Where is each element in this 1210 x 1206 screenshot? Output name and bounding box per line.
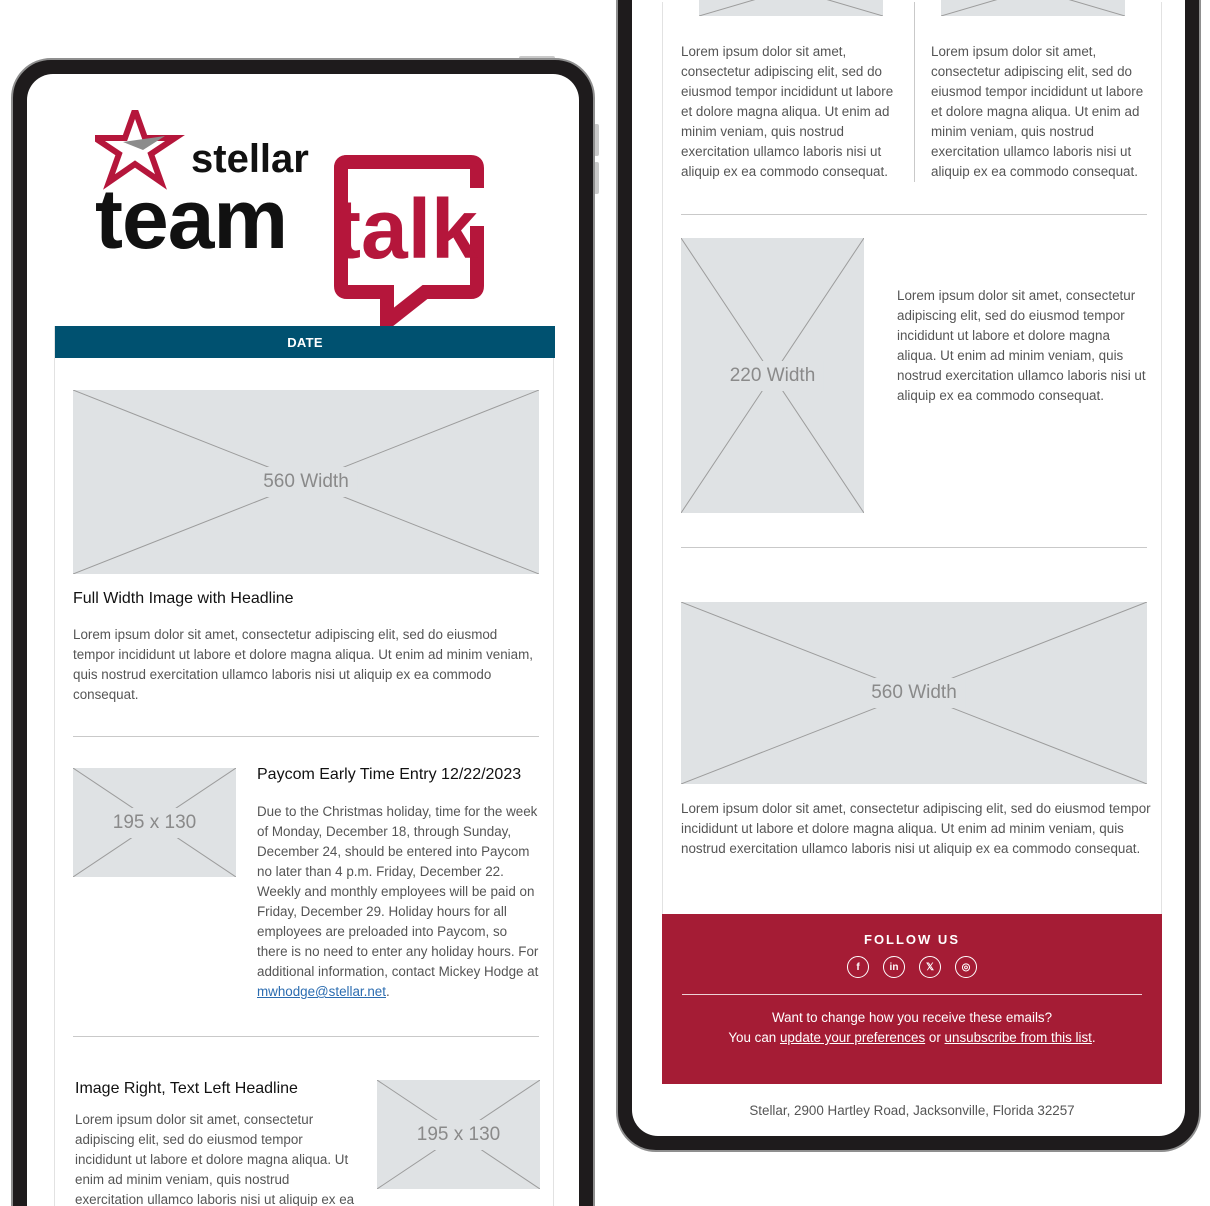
email-body-left	[54, 326, 554, 1206]
article1-body-text: Due to the Christmas holiday, time for the week of Monday, December 18, through Sunday, December 24, should be entered into Paycom no later than 4 p.m. Friday, December 22. Weekly and monthly employees will be paid on Friday, December 29. Holiday hours for all employees are preloaded into Paycom, so there is no need to enter any holiday hours. For additional information, contact Mickey Hodge at	[257, 804, 539, 979]
date-label: DATE	[287, 334, 323, 350]
section-divider	[681, 214, 1147, 215]
section-divider	[73, 736, 539, 737]
social-icons	[662, 956, 1162, 978]
tablet-right-screen	[632, 0, 1185, 1136]
wide-placeholder-label: 560 Width	[863, 678, 965, 708]
footer-preferences-line	[662, 1030, 1162, 1045]
hero-headline: Full Width Image with Headline	[73, 590, 294, 607]
article1-body	[257, 802, 541, 1002]
unsubscribe-link[interactable]: unsubscribe from this list	[944, 1030, 1092, 1045]
article1-headline: Paycom Early Time Entry 12/22/2023	[257, 766, 522, 783]
footer-end: .	[1091, 1030, 1096, 1045]
footer-divider	[682, 994, 1142, 995]
tablet-left	[11, 58, 595, 1206]
section-divider	[73, 1036, 539, 1037]
facebook-icon[interactable]: f	[847, 956, 869, 978]
section-divider	[681, 547, 1147, 548]
logo-word-team: team	[95, 172, 288, 266]
hero-image-placeholder	[73, 390, 539, 574]
article2-image-placeholder	[377, 1080, 540, 1189]
stellar-teamtalk-logo	[95, 110, 515, 330]
logo-brand-text: stellar	[191, 137, 309, 181]
tall-placeholder-label: 220 Width	[722, 361, 824, 391]
column-divider	[914, 2, 915, 182]
footer-address: Stellar, 2900 Hartley Road, Jacksonville, Florida 32257	[749, 1103, 1075, 1118]
footer-preferences-question: Want to change how you receive these emails?	[771, 1010, 1053, 1025]
linkedin-icon[interactable]: in	[883, 956, 905, 978]
logo-word-talk: talk	[333, 182, 478, 276]
follow-us-label: FOLLOW US	[864, 932, 960, 947]
wide-body: Lorem ipsum dolor sit amet, consectetur adipiscing elit, sed do eiusmod tempor incididunt ut labore et dolore magna aliqua. Ut enim ad minim veniam, quis nostrud exercitation ullamco laboris nisi ut aliquip ex ea commodo consequat.	[681, 801, 1151, 856]
col2-image-placeholder	[941, 0, 1125, 16]
tall-body: Lorem ipsum dolor sit amet, consectetur adipiscing elit, sed do eiusmod tempor incididunt ut labore et dolore magna aliqua. Ut enim ad minim veniam, quis nostrud exercitation ullamco laboris nisi ut aliquip ex ea commodo consequat.	[897, 288, 1146, 403]
article2-placeholder-label: 195 x 130	[409, 1120, 508, 1150]
footer-or: or	[928, 1030, 941, 1045]
article1-placeholder-label: 195 x 130	[105, 808, 204, 838]
col2-body: Lorem ipsum dolor sit amet, consectetur adipiscing elit, sed do eiusmod tempor incididunt ut labore et dolore magna aliqua. Ut enim ad minim veniam, quis nostrud exercitation ullamco laboris nisi ut aliquip ex ea commodo consequat.	[931, 44, 1144, 179]
date-bar	[55, 326, 555, 358]
tablet-left-screen	[27, 74, 579, 1206]
wide-image-placeholder	[681, 602, 1147, 784]
tablet-right	[616, 0, 1201, 1152]
col1-image-placeholder	[699, 0, 883, 16]
instagram-icon[interactable]: ◎	[955, 956, 977, 978]
hero-body: Lorem ipsum dolor sit amet, consectetur adipiscing elit, sed do eiusmod tempor incididunt ut labore et dolore magna aliqua. Ut enim ad minim veniam, quis nostrud exercitation ullamco laboris nisi ut aliquip ex ea commodo consequat.	[73, 627, 533, 702]
article2-headline: Image Right, Text Left Headline	[75, 1080, 298, 1097]
x-icon[interactable]: 𝕏	[919, 956, 941, 978]
email-body-right	[662, 2, 1162, 1002]
footer-prefix: You can	[728, 1030, 777, 1045]
col1-body: Lorem ipsum dolor sit amet, consectetur adipiscing elit, sed do eiusmod tempor incididunt ut labore et dolore magna aliqua. Ut enim ad minim veniam, quis nostrud exercitation ullamco laboris nisi ut aliquip ex ea commodo consequat.	[681, 44, 894, 179]
article1-body-end: .	[385, 984, 390, 999]
article1-image-placeholder	[73, 768, 236, 877]
email-footer	[662, 914, 1162, 1084]
update-preferences-link[interactable]: update your preferences	[779, 1030, 926, 1045]
article1-email-link[interactable]: mwhodge@stellar.net	[257, 984, 386, 999]
tall-image-placeholder	[681, 238, 864, 513]
article2-body: Lorem ipsum dolor sit amet, consectetur adipiscing elit, sed do eiusmod tempor incididunt ut labore et dolore magna aliqua. Ut enim ad minim veniam, quis nostrud exercitation ullamco laboris nisi ut aliquip ex ea	[75, 1112, 355, 1206]
hero-placeholder-label: 560 Width	[255, 467, 357, 497]
